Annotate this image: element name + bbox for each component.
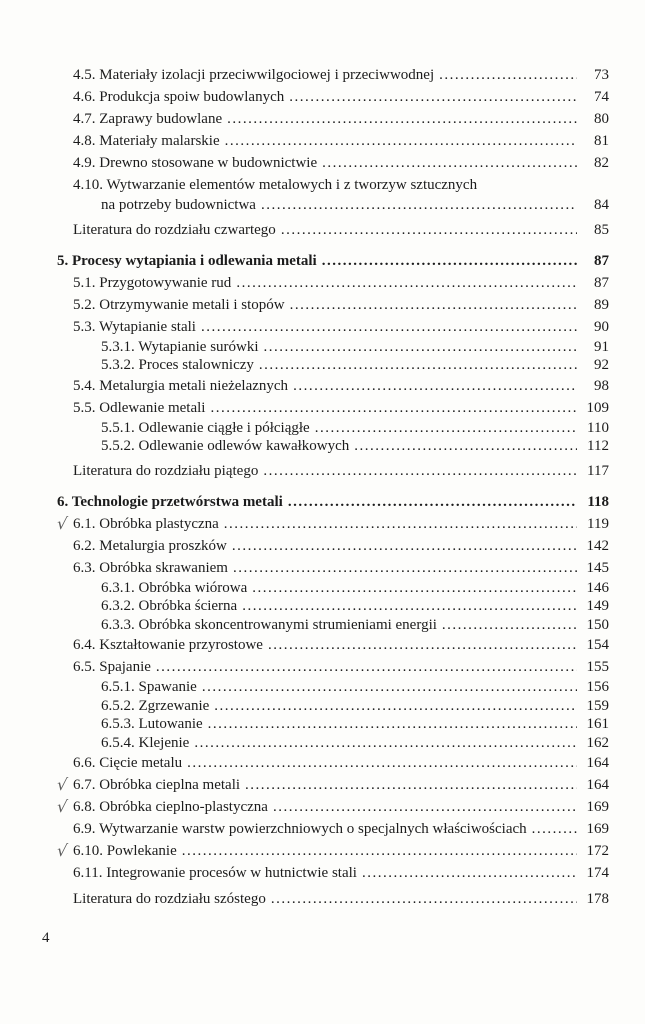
- toc-entry-page: 118: [587, 493, 609, 510]
- toc-entry-page: 156: [586, 679, 609, 695]
- toc-entry-page: 174: [586, 865, 609, 881]
- toc-entry: [57, 888, 609, 910]
- toc-entry-label: 6.5. Spajanie: [73, 659, 151, 675]
- dot-leader: [233, 557, 577, 579]
- toc-entry-label: 5.3.2. Proces stalowniczy: [101, 357, 254, 373]
- toc-entry: [57, 219, 609, 241]
- toc-entry-label: 6.9. Wytwarzanie warstw powierzchniowych o specjalnych właściwościach: [73, 821, 527, 837]
- toc-entry-label: 6.1. Obróbka plastyczna: [73, 515, 219, 532]
- dot-leader: [261, 196, 577, 215]
- dot-leader: [439, 64, 577, 86]
- toc-entry-page: 74: [594, 89, 609, 105]
- toc-entry: [57, 862, 609, 884]
- toc-entry: [57, 64, 609, 86]
- dot-leader: [208, 715, 577, 734]
- toc-entry-label: Literatura do rozdziału czwartego: [73, 221, 276, 238]
- handwritten-checkmark: √: [55, 841, 69, 860]
- toc-entry: [57, 338, 609, 357]
- handwritten-checkmark: √: [55, 797, 69, 816]
- dot-leader: [354, 437, 577, 456]
- toc-entry-page: 82: [594, 155, 609, 171]
- dot-leader: [252, 579, 577, 598]
- toc-entry-label: 6.11. Integrowanie procesów w hutnictwie stali: [73, 865, 357, 881]
- dot-leader: [290, 294, 577, 316]
- dot-leader: [156, 656, 577, 678]
- dot-leader: [210, 397, 577, 419]
- dot-leader: [362, 862, 577, 884]
- toc-entry-page: 161: [586, 716, 609, 732]
- toc-entry-label: 6.2. Metalurgia proszków: [73, 537, 227, 554]
- toc-entry-label: 4.8. Materiały malarskie: [73, 133, 220, 149]
- toc-entry: [57, 437, 609, 456]
- page-number: 4: [42, 930, 50, 946]
- toc-entry-page: 92: [594, 357, 609, 373]
- toc-entry: [57, 678, 609, 697]
- toc-entry: [57, 108, 609, 130]
- toc-entry-page: 85: [594, 221, 609, 238]
- dot-leader: [242, 597, 577, 616]
- toc-entry-label: 5.3.1. Wytapianie surówki: [101, 338, 259, 355]
- toc-entry-page: 172: [586, 843, 609, 859]
- dot-leader: [259, 356, 577, 375]
- toc-entry: [57, 796, 609, 818]
- toc-entry-page: 149: [586, 598, 609, 614]
- toc-entry: [57, 460, 609, 482]
- dot-leader: [227, 108, 577, 130]
- dot-leader: [214, 697, 577, 716]
- dot-leader: [245, 774, 577, 796]
- toc-entry: [57, 397, 609, 419]
- dot-leader: [201, 316, 577, 338]
- toc-entry: [57, 196, 609, 215]
- toc-entry: [57, 840, 609, 862]
- toc-entry-label: 6.7. Obróbka cieplna metali: [73, 777, 241, 793]
- toc-entry-label: 6.3.1. Obróbka wiórowa: [101, 579, 248, 596]
- toc-entry: [57, 752, 609, 774]
- toc-entry-label: 6.3. Obróbka skrawaniem: [73, 559, 228, 576]
- handwritten-checkmark: √: [55, 775, 69, 794]
- toc-entry: [57, 491, 609, 513]
- toc-entry: [57, 656, 609, 678]
- toc-entry: [57, 535, 609, 557]
- dot-leader: [289, 86, 577, 108]
- toc-entry-page: 91: [594, 338, 609, 355]
- toc-entry-label: 6.5.4. Klejenie: [101, 734, 190, 751]
- toc-entry-label: 6.5.1. Spawanie: [101, 679, 197, 695]
- dot-leader: [322, 152, 577, 174]
- toc-entry-page: 119: [587, 515, 609, 532]
- toc-entry-label: 5.5.1. Odlewanie ciągłe i półciągłe: [101, 419, 310, 436]
- dot-leader: [322, 250, 577, 272]
- dot-leader: [281, 219, 577, 241]
- dot-leader: [315, 419, 577, 438]
- toc-entry-page: 109: [586, 399, 609, 416]
- dot-leader: [194, 734, 577, 753]
- toc-entry-page: 164: [586, 777, 609, 793]
- toc-entry-page: 87: [594, 252, 609, 269]
- toc-entry: [57, 419, 609, 438]
- toc-entry-label: 6.4. Kształtowanie przyrostowe: [73, 637, 263, 653]
- toc-entry-page: 146: [586, 579, 609, 596]
- toc-entry-label: 6.3.2. Obróbka ścierna: [101, 598, 238, 614]
- toc-entry-page: 178: [586, 891, 609, 907]
- toc-entry: [57, 294, 609, 316]
- dot-leader: [442, 616, 577, 635]
- toc-entry: [57, 734, 609, 753]
- toc-entry-page: 150: [586, 616, 609, 633]
- toc-entry-label: 6.5.2. Zgrzewanie: [101, 697, 210, 714]
- toc-entry-page: 117: [587, 462, 609, 479]
- dot-leader: [263, 460, 577, 482]
- toc-entry-label: 6.3.3. Obróbka skoncentrowanymi strumieniami energii: [101, 616, 437, 633]
- dot-leader: [268, 634, 577, 656]
- toc-entry-label: 4.10. Wytwarzanie elementów metalowych i z tworzyw sztucznych: [73, 177, 478, 193]
- toc-entry: [57, 174, 609, 196]
- toc-entry-label: Literatura do rozdziału szóstego: [73, 891, 266, 907]
- toc-entry-label: 5.3. Wytapianie stali: [73, 318, 196, 335]
- toc-entry-label: 6. Technologie przetwórstwa metali: [57, 493, 283, 510]
- toc-entry-label: 4.7. Zaprawy budowlane: [73, 111, 223, 127]
- toc-entry-page: 159: [586, 697, 609, 714]
- dot-leader: [225, 130, 577, 152]
- toc-entry-page: 110: [587, 419, 609, 436]
- toc-entry: [57, 272, 609, 294]
- toc-entry-page: 89: [594, 296, 609, 313]
- toc-entry-label: 5.1. Przygotowywanie rud: [73, 274, 232, 291]
- toc-entry: [57, 375, 609, 397]
- dot-leader: [264, 338, 577, 357]
- dot-leader: [271, 888, 577, 910]
- toc-entry: [57, 86, 609, 108]
- toc-entry-page: 81: [594, 133, 609, 149]
- dot-leader: [236, 272, 577, 294]
- toc-entry-label: Literatura do rozdziału piątego: [73, 462, 259, 479]
- toc-entry-label: 5.2. Otrzymywanie metali i stopów: [73, 296, 285, 313]
- toc-entry-label: 5.4. Metalurgia metali nieżelaznych: [73, 377, 289, 394]
- toc-entry-page: 87: [594, 274, 609, 291]
- toc-entry-label: 5. Procesy wytapiania i odlewania metali: [57, 252, 317, 269]
- dot-leader: [224, 513, 577, 535]
- dot-leader: [532, 818, 577, 840]
- toc-entry: [57, 715, 609, 734]
- toc-entry-label: 6.8. Obróbka cieplno-plastyczna: [73, 799, 268, 815]
- toc-entry-label: 6.6. Cięcie metalu: [73, 755, 183, 771]
- toc-entry-label: 5.5.2. Odlewanie odlewów kawałkowych: [101, 438, 350, 454]
- toc-entry: [57, 513, 609, 535]
- toc-entry-page: 164: [586, 755, 609, 771]
- toc-entry-page: 162: [586, 734, 609, 751]
- toc-entry-page: 154: [586, 637, 609, 653]
- toc-entry-page: 169: [586, 799, 609, 815]
- toc-entry-label: 6.5.3. Lutowanie: [101, 716, 203, 732]
- table-of-contents: [57, 64, 609, 910]
- toc-entry: [57, 579, 609, 598]
- dot-leader: [288, 491, 577, 513]
- toc-entry-page: 90: [594, 318, 609, 335]
- toc-entry: [57, 774, 609, 796]
- toc-entry: [57, 818, 609, 840]
- toc-entry-page: 80: [594, 111, 609, 127]
- toc-entry: [57, 130, 609, 152]
- dot-leader: [187, 752, 577, 774]
- toc-entry: [57, 697, 609, 716]
- toc-entry-page: 84: [594, 197, 609, 213]
- toc-entry-label: 4.9. Drewno stosowane w budownictwie: [73, 155, 318, 171]
- toc-entry: [57, 356, 609, 375]
- toc-entry-label: na potrzeby budownictwa: [101, 197, 256, 213]
- toc-entry: [57, 597, 609, 616]
- dot-leader: [232, 535, 577, 557]
- dot-leader: [273, 796, 577, 818]
- handwritten-checkmark: √: [55, 513, 69, 533]
- toc-entry: [57, 250, 609, 272]
- toc-entry-page: 142: [586, 537, 609, 554]
- dot-leader: [293, 375, 577, 397]
- toc-entry: [57, 316, 609, 338]
- toc-entry-page: 169: [586, 821, 609, 837]
- toc-entry-label: 4.5. Materiały izolacji przeciwwilgociowej i przeciwwodnej: [73, 67, 435, 83]
- toc-entry-page: 145: [586, 559, 609, 576]
- dot-leader: [182, 840, 577, 862]
- toc-entry-label: 4.6. Produkcja spoiw budowlanych: [73, 89, 285, 105]
- toc-entry: [57, 152, 609, 174]
- toc-entry-label: 5.5. Odlewanie metali: [73, 399, 206, 416]
- toc-entry-page: 112: [587, 438, 609, 454]
- toc-entry: [57, 634, 609, 656]
- toc-entry-page: 73: [594, 67, 609, 83]
- toc-entry-page: 98: [594, 377, 609, 394]
- toc-entry-label: 6.10. Powlekanie: [73, 843, 177, 859]
- toc-entry-page: 155: [586, 659, 609, 675]
- toc-entry: [57, 557, 609, 579]
- toc-entry: [57, 616, 609, 635]
- dot-leader: [202, 678, 577, 697]
